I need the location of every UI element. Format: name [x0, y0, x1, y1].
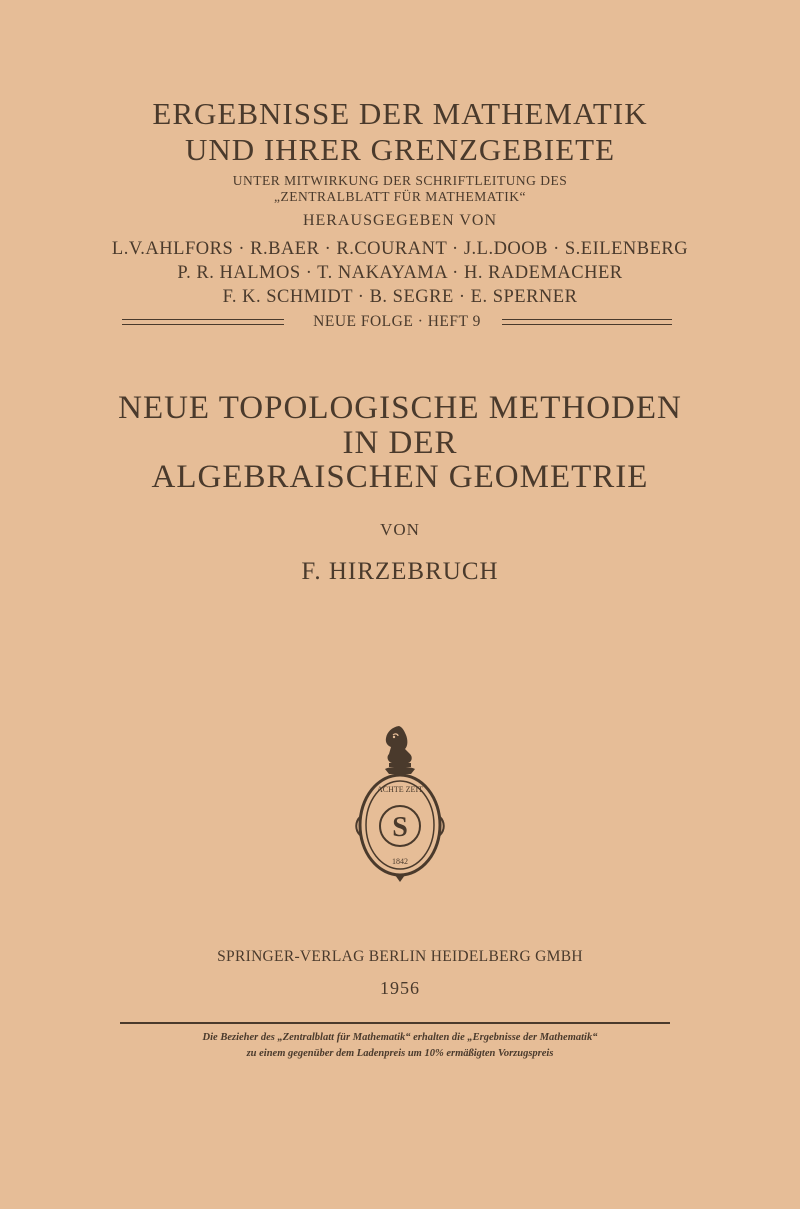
by-label: VON: [380, 520, 420, 539]
series-title-line2: UND IHRER GRENZGEBIETE: [184, 132, 616, 167]
right-double-rule: [502, 319, 672, 325]
issue-label: NEUE FOLGE · HEFT 9: [313, 313, 481, 330]
bottom-rule: [120, 1022, 670, 1024]
author-name: F. HIRZEBRUCH: [301, 558, 499, 585]
notice-line2: zu einem gegenüber dem Ladenpreis um 10% ermäßigten Vorzugspreis: [246, 1048, 554, 1059]
springer-horse-emblem-icon: [355, 722, 445, 884]
editors-line2: P. R. HALMOS · T. NAKAYAMA · H. RADEMACHER: [177, 263, 623, 283]
series-title-line1: ERGEBNISSE DER MATHEMATIK: [152, 96, 648, 131]
book-title-line1: NEUE TOPOLOGISCHE METHODEN: [118, 390, 682, 426]
book-title-line3: ALGEBRAISCHEN GEOMETRIE: [151, 459, 649, 495]
emblem-initials: S: [392, 812, 408, 843]
editors-heading: HERAUSGEGEBEN VON: [302, 212, 498, 229]
emblem-year: 1842: [392, 857, 408, 866]
cooperation-line2: „ZENTRALBLATT FÜR MATHEMATIK“: [274, 189, 526, 204]
book-title-line2: IN DER: [342, 425, 458, 461]
publication-year: 1956: [380, 978, 420, 998]
editors-line3: F. K. SCHMIDT · B. SEGRE · E. SPERNER: [222, 287, 578, 307]
notice-line1: Die Bezieher des „Zentralblatt für Mathematik“ erhalten die „Ergebnisse der Mathematik“: [202, 1032, 598, 1043]
cooperation-line1: UNTER MITWIRKUNG DER SCHRIFTLEITUNG DES: [232, 173, 568, 188]
publisher-name: SPRINGER-VERLAG BERLIN HEIDELBERG GMBH: [217, 948, 583, 965]
issue-row: [122, 312, 672, 332]
emblem-motto: ACHTE ZEIT: [377, 785, 423, 794]
editors-line1: L.V.AHLFORS · R.BAER · R.COURANT · J.L.DOOB · S.EILENBERG: [111, 239, 689, 259]
